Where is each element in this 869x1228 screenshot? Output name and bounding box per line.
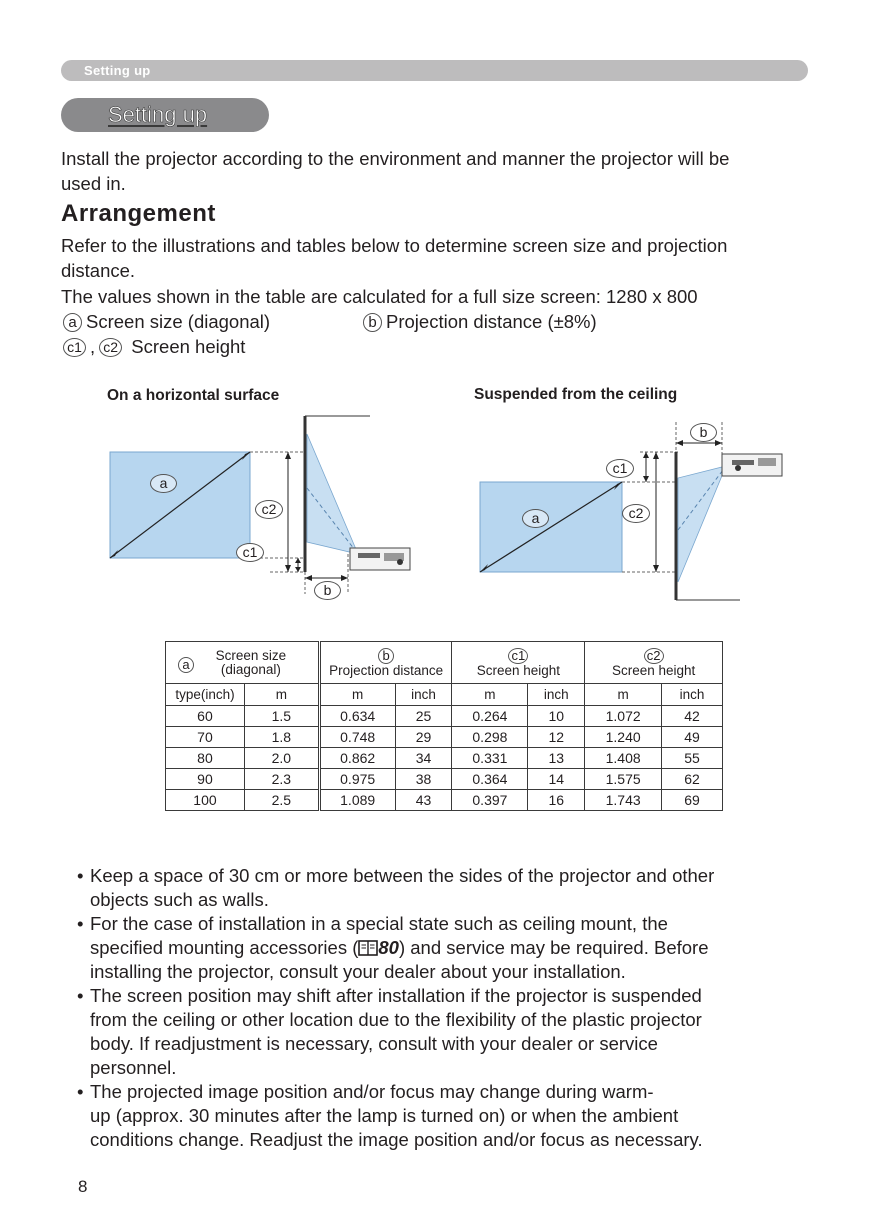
table-cell: 1.408 [585, 748, 662, 769]
header-a-mark: a [178, 657, 194, 673]
notes-list [77, 864, 817, 1152]
section-title-pill [61, 98, 269, 132]
horizontal-label-b: b [314, 581, 341, 600]
table-cell: 100 [166, 790, 245, 811]
note-item [77, 984, 817, 1080]
table-cell: 1.5 [244, 706, 319, 727]
table-cell: 0.298 [452, 727, 528, 748]
table-cell: 0.634 [319, 706, 395, 727]
table-cell: 70 [166, 727, 245, 748]
legend-c2-mark: c2 [99, 338, 122, 357]
table-subheader-row [166, 684, 723, 706]
table-cell: 0.862 [319, 748, 395, 769]
header-b-label: Projection distance [329, 662, 444, 678]
subheader-cell: m [585, 684, 662, 706]
table-cell: 0.364 [452, 769, 528, 790]
legend-a-text: Screen size (diagonal) [86, 311, 271, 332]
projection-beam [678, 466, 726, 582]
table-cell: 2.3 [244, 769, 319, 790]
table-cell: 43 [395, 790, 452, 811]
page-number: 8 [78, 1177, 88, 1196]
note-text: specified mounting accessories ( [90, 937, 359, 958]
table-cell: 14 [528, 769, 585, 790]
table-cell: 55 [662, 748, 723, 769]
table-row [166, 748, 723, 769]
header-a-line-1: Screen size [215, 647, 287, 663]
table-row [166, 706, 723, 727]
header-c2-mark: c2 [644, 648, 664, 664]
header-c2 [585, 642, 723, 684]
horizontal-diagram-title: On a horizontal surface [107, 387, 280, 404]
arrangement-heading: Arrangement [61, 200, 216, 227]
intro-line-2: used in. [61, 173, 126, 194]
table-row [166, 769, 723, 790]
note-line: objects such as walls. [90, 889, 269, 910]
table-cell: 1.240 [585, 727, 662, 748]
arrangement-paragraph-1 [61, 233, 727, 283]
table-cell: 80 [166, 748, 245, 769]
table-cell: 12 [528, 727, 585, 748]
header-b-mark: b [378, 648, 394, 664]
legend-a-mark: a [63, 313, 82, 332]
subheader-cell: m [452, 684, 528, 706]
table-cell: 49 [662, 727, 723, 748]
running-header-label: Setting up [84, 63, 151, 78]
projector-icon [350, 548, 410, 570]
ceiling-label-c1: c1 [606, 459, 634, 478]
table-cell: 16 [528, 790, 585, 811]
projection-beam [307, 434, 358, 554]
subheader-cell: inch [395, 684, 452, 706]
table-cell: 34 [395, 748, 452, 769]
table-cell: 0.397 [452, 790, 528, 811]
arrangement-p1-line-2: distance. [61, 260, 136, 281]
table-cell: 0.264 [452, 706, 528, 727]
projector-icon [722, 454, 782, 476]
legend-c1-mark: c1 [63, 338, 86, 357]
section-title: Setting up [108, 102, 208, 127]
table-cell: 1.089 [319, 790, 395, 811]
note-line: • Keep a space of 30 cm or more between the sides of the projector and other [90, 865, 715, 886]
header-screen-size [166, 642, 320, 684]
table-row [166, 790, 723, 811]
table-cell: 1.575 [585, 769, 662, 790]
legend-b-text: Projection distance (±8%) [386, 311, 597, 332]
ceiling-diagram-title: Suspended from the ceiling [474, 386, 678, 403]
table-cell: 0.748 [319, 727, 395, 748]
table-cell: 1.072 [585, 706, 662, 727]
subheader-cell: type(inch) [166, 684, 245, 706]
screen-size-table [165, 641, 723, 811]
header-c1-label: Screen height [476, 662, 561, 678]
horizontal-label-c1: c1 [236, 543, 264, 562]
header-c2-label: Screen height [611, 662, 696, 678]
note-line: installing the projector, consult your dealer about your installation. [90, 961, 626, 982]
note-line: personnel. [90, 1057, 177, 1078]
legend-separator: , [90, 336, 96, 357]
horizontal-label-c2: c2 [255, 500, 283, 519]
running-header-bar [61, 60, 808, 81]
header-a-line-2: (diagonal) [220, 661, 281, 677]
table-cell: 62 [662, 769, 723, 790]
header-projection-distance [319, 642, 452, 684]
legend-b [363, 309, 597, 334]
table-row [166, 727, 723, 748]
table-cell: 42 [662, 706, 723, 727]
table-cell: 2.5 [244, 790, 319, 811]
arrangement-paragraph-2: The values shown in the table are calculated for a full size screen: 1280 x 800 [61, 286, 698, 307]
table-cell: 25 [395, 706, 452, 727]
intro-line-1: Install the projector according to the environment and manner the projector will be [61, 148, 730, 169]
table-cell: 90 [166, 769, 245, 790]
note-text: ) and service may be required. Before [398, 937, 709, 958]
table-cell: 2.0 [244, 748, 319, 769]
table-cell: 69 [662, 790, 723, 811]
table-cell: 1.743 [585, 790, 662, 811]
subheader-cell: m [319, 684, 395, 706]
legend-c-text: Screen height [131, 336, 246, 357]
table-cell: 0.331 [452, 748, 528, 769]
subheader-cell: inch [662, 684, 723, 706]
note-item [77, 912, 817, 984]
horizontal-label-a: a [150, 474, 177, 493]
note-line: • The screen position may shift after installation if the projector is suspended [90, 985, 702, 1006]
header-c1-mark: c1 [508, 648, 528, 664]
ceiling-label-c2: c2 [622, 504, 650, 523]
ceiling-label-a: a [522, 509, 549, 528]
legend-line-2 [63, 334, 245, 359]
note-line [90, 936, 817, 960]
table-cell: 60 [166, 706, 245, 727]
note-line: conditions change. Readjust the image position and/or focus as necessary. [90, 1129, 703, 1150]
ceiling-label-b: b [690, 423, 717, 442]
table-cell: 10 [528, 706, 585, 727]
note-line: • For the case of installation in a special state such as ceiling mount, the [90, 913, 668, 934]
note-line: body. If readjustment is necessary, consult with your dealer or service [90, 1033, 658, 1054]
legend-line-1 [63, 309, 270, 334]
note-item [77, 1080, 817, 1152]
intro-paragraph [61, 146, 729, 196]
table-cell: 29 [395, 727, 452, 748]
table-cell: 38 [395, 769, 452, 790]
note-line: up (approx. 30 minutes after the lamp is turned on) or when the ambient [90, 1105, 679, 1126]
table-cell: 1.8 [244, 727, 319, 748]
arrangement-p1-line-1: Refer to the illustrations and tables below to determine screen size and projection [61, 235, 728, 256]
header-c1 [452, 642, 585, 684]
table-cell: 0.975 [319, 769, 395, 790]
note-line: • The projected image position and/or focus may change during warm- [90, 1081, 654, 1102]
note-line: from the ceiling or other location due to the flexibility of the plastic projector [90, 1009, 702, 1030]
book-icon [358, 940, 378, 956]
table-cell: 13 [528, 748, 585, 769]
page-reference-link[interactable]: 80 [378, 937, 399, 958]
subheader-cell: m [244, 684, 319, 706]
legend-b-mark: b [363, 313, 382, 332]
subheader-cell: inch [528, 684, 585, 706]
note-item [77, 864, 817, 912]
